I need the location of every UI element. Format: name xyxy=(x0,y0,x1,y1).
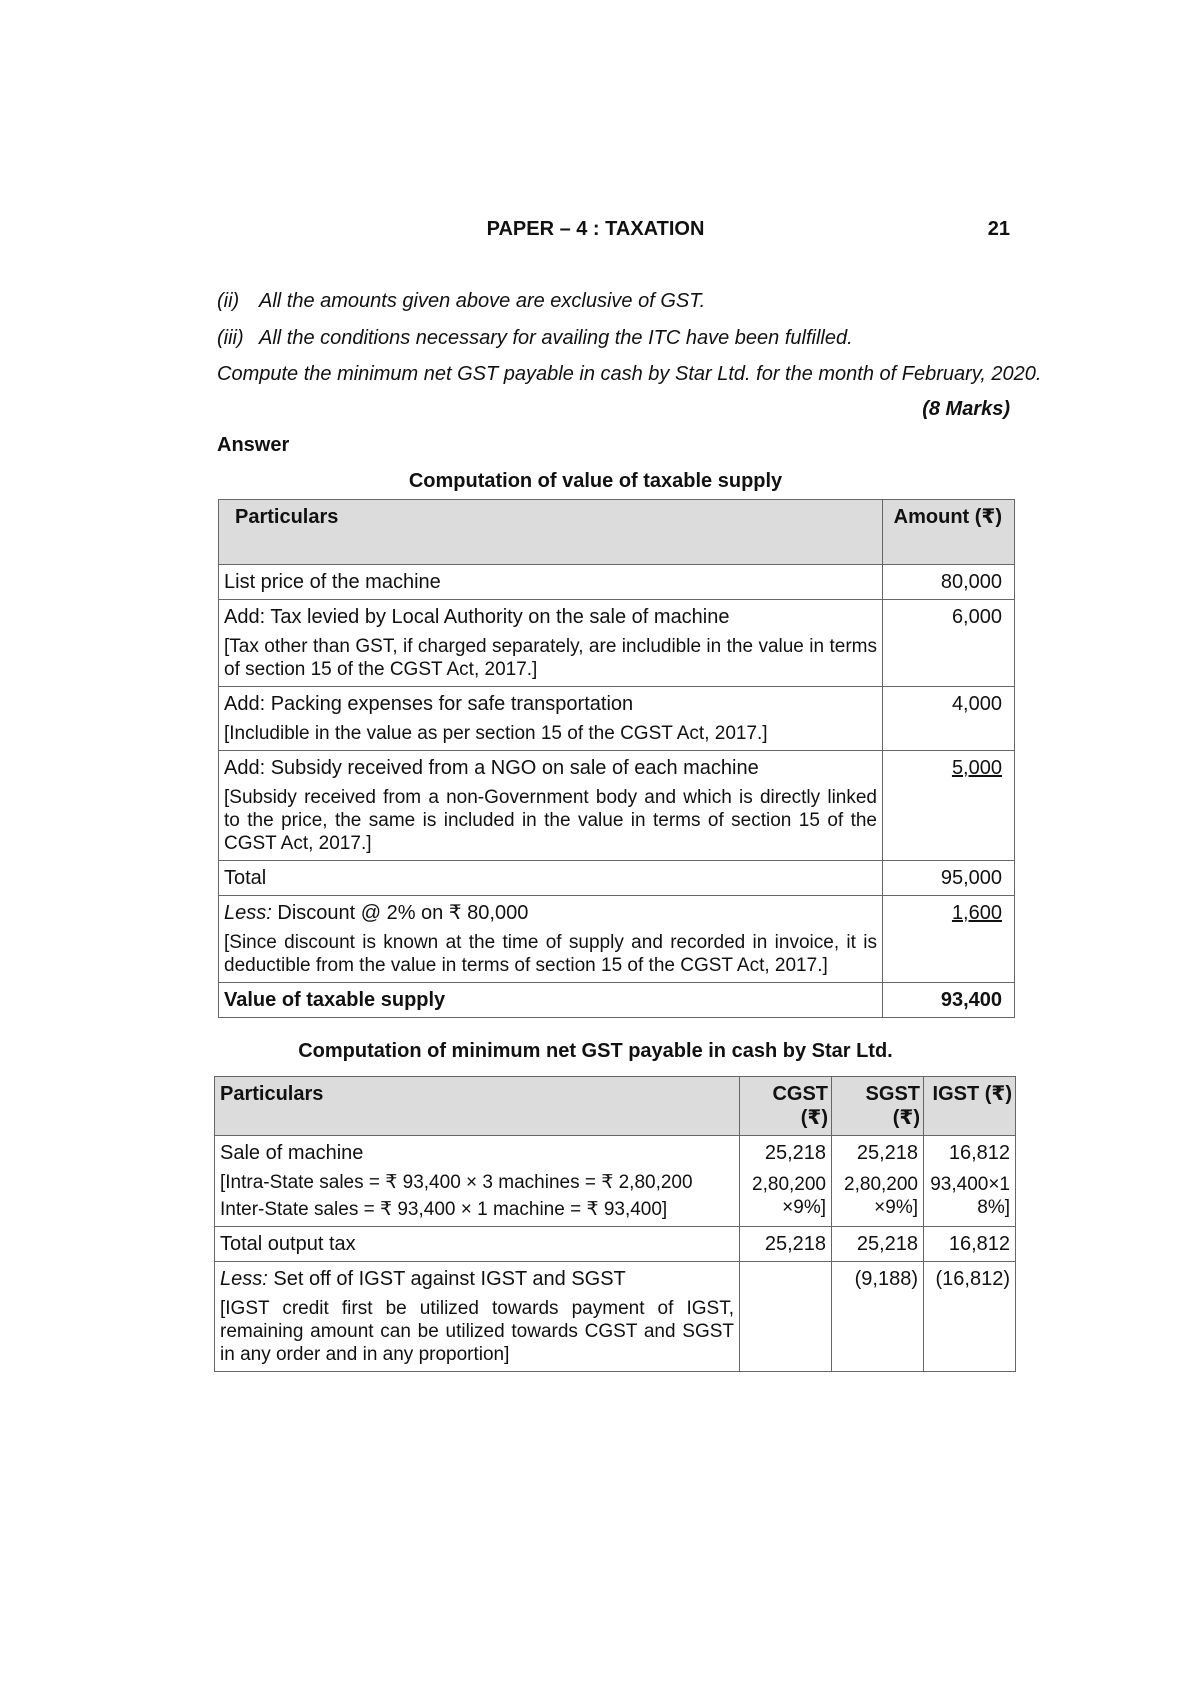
row-particular: Value of taxable supply xyxy=(219,983,883,1018)
sale-note-line2: Inter-State sales = ₹ 93,400 × 1 machine = ₹ 93,400] xyxy=(220,1199,668,1220)
row-amount-value: 1,600 xyxy=(951,902,1002,924)
row-note: [Subsidy received from a non-Government body and which is directly linked to the price, the same is included in the value in terms of section 15 of the CGST Act, 2017.] xyxy=(224,787,877,854)
col-sgst: SGST (₹) xyxy=(832,1077,924,1136)
row-cgst xyxy=(740,1262,832,1372)
row-particular xyxy=(219,896,883,983)
question-line-number: (ii) xyxy=(217,290,240,312)
row-amount: 95,000 xyxy=(883,861,1015,896)
row-text: Sale of machine xyxy=(220,1142,364,1164)
setoff-note: [IGST credit first be utilized towards payment of IGST, remaining amount can be utilized towards CGST and SGST in any order and in any proportion] xyxy=(220,1298,734,1365)
table-row xyxy=(219,600,1015,687)
row-text: Set off of IGST against IGST and SGST xyxy=(267,1268,626,1290)
marks-label: (8 Marks) xyxy=(922,398,1010,420)
question-line-text: All the amounts given above are exclusive of GST. xyxy=(259,290,706,312)
row-text: Add: Subsidy received from a NGO on sale of each machine xyxy=(224,757,759,779)
row-particular xyxy=(219,687,883,751)
igst-value: 16,812 xyxy=(948,1142,1010,1164)
row-amount: 4,000 xyxy=(883,687,1015,751)
table-row xyxy=(219,861,1015,896)
col-particulars: Particulars xyxy=(219,500,883,565)
row-text: List price of the machine xyxy=(224,571,441,593)
question-text: Compute the minimum net GST payable in cash by Star Ltd. for the month of February, 2020. xyxy=(217,363,1042,385)
row-igst: (16,812) xyxy=(924,1262,1016,1372)
col-particulars: Particulars xyxy=(215,1077,740,1136)
col-amount-label: Amount (₹) xyxy=(893,506,1002,528)
question-line-iii xyxy=(217,327,853,350)
table-row xyxy=(219,751,1015,861)
row-text: Add: Packing expenses for safe transportation xyxy=(224,693,634,715)
row-amount: 6,000 xyxy=(883,600,1015,687)
igst-calc: 93,400×18%] xyxy=(930,1174,1010,1218)
table-total-row xyxy=(219,983,1015,1018)
row-particular xyxy=(219,751,883,861)
row-amount xyxy=(883,751,1015,861)
table2-caption: Computation of minimum net GST payable in cash by Star Ltd. xyxy=(298,1040,893,1062)
table-row xyxy=(215,1136,1016,1227)
row-particular xyxy=(215,1262,740,1372)
col-amount xyxy=(883,500,1015,565)
answer-heading: Answer xyxy=(217,434,290,456)
question-line-ii xyxy=(217,290,705,313)
row-cgst: 25,218 xyxy=(740,1227,832,1262)
row-note: [Since discount is known at the time of supply and recorded in invoice, it is deductible from the value in terms of section 15 of the CGST Act, 2017.] xyxy=(224,932,877,976)
sgst-calc: 2,80,200 ×9%] xyxy=(844,1174,918,1218)
table-row xyxy=(219,896,1015,983)
row-amount: 80,000 xyxy=(883,565,1015,600)
row-particular xyxy=(219,861,883,896)
table-header-row xyxy=(219,500,1015,565)
row-igst: 16,812 xyxy=(924,1227,1016,1262)
cgst-value: 25,218 xyxy=(764,1142,826,1164)
table-row xyxy=(215,1227,1016,1262)
cgst-calc: 2,80,200 ×9%] xyxy=(752,1174,826,1218)
row-amount: 93,400 xyxy=(883,983,1015,1018)
row-particular xyxy=(219,600,883,687)
question-line-text: All the conditions necessary for availing the ITC have been fulfilled. xyxy=(259,327,853,349)
table-row xyxy=(219,687,1015,751)
row-cgst xyxy=(740,1136,832,1227)
gst-payable-table xyxy=(214,1076,1016,1372)
row-particular xyxy=(215,1136,740,1227)
row-igst xyxy=(924,1136,1016,1227)
taxable-value-table xyxy=(218,499,1015,1018)
table1-caption: Computation of value of taxable supply xyxy=(408,470,783,492)
row-prefix: Less: xyxy=(224,902,272,924)
row-particular xyxy=(219,565,883,600)
question-line-number: (iii) xyxy=(217,327,244,349)
row-text: Total xyxy=(224,867,267,889)
row-sgst: 25,218 xyxy=(832,1227,924,1262)
row-text: Discount @ 2% on ₹ 80,000 xyxy=(271,902,529,924)
sale-note-line1: [Intra-State sales = ₹ 93,400 × 3 machines = ₹ 2,80,200 xyxy=(220,1172,693,1193)
page-header-title: PAPER – 4 : TAXATION xyxy=(486,218,705,240)
row-amount-value: 5,000 xyxy=(951,757,1002,779)
row-prefix: Less: xyxy=(220,1268,268,1290)
row-note: [Includible in the value as per section 15 of the CGST Act, 2017.] xyxy=(224,723,768,744)
col-igst: IGST (₹) xyxy=(924,1077,1016,1136)
row-sgst xyxy=(832,1136,924,1227)
row-particular: Total output tax xyxy=(215,1227,740,1262)
row-text: Add: Tax levied by Local Authority on the sale of machine xyxy=(224,606,730,628)
row-note: [Tax other than GST, if charged separately, are includible in the value in terms of section 15 of the CGST Act, 2017.] xyxy=(224,636,877,680)
page-number: 21 xyxy=(987,218,1010,240)
row-sgst: (9,188) xyxy=(832,1262,924,1372)
table-header-row xyxy=(215,1077,1016,1136)
table-row xyxy=(219,565,1015,600)
col-cgst: CGST (₹) xyxy=(740,1077,832,1136)
sgst-value: 25,218 xyxy=(856,1142,918,1164)
row-amount xyxy=(883,896,1015,983)
table-row xyxy=(215,1262,1016,1372)
